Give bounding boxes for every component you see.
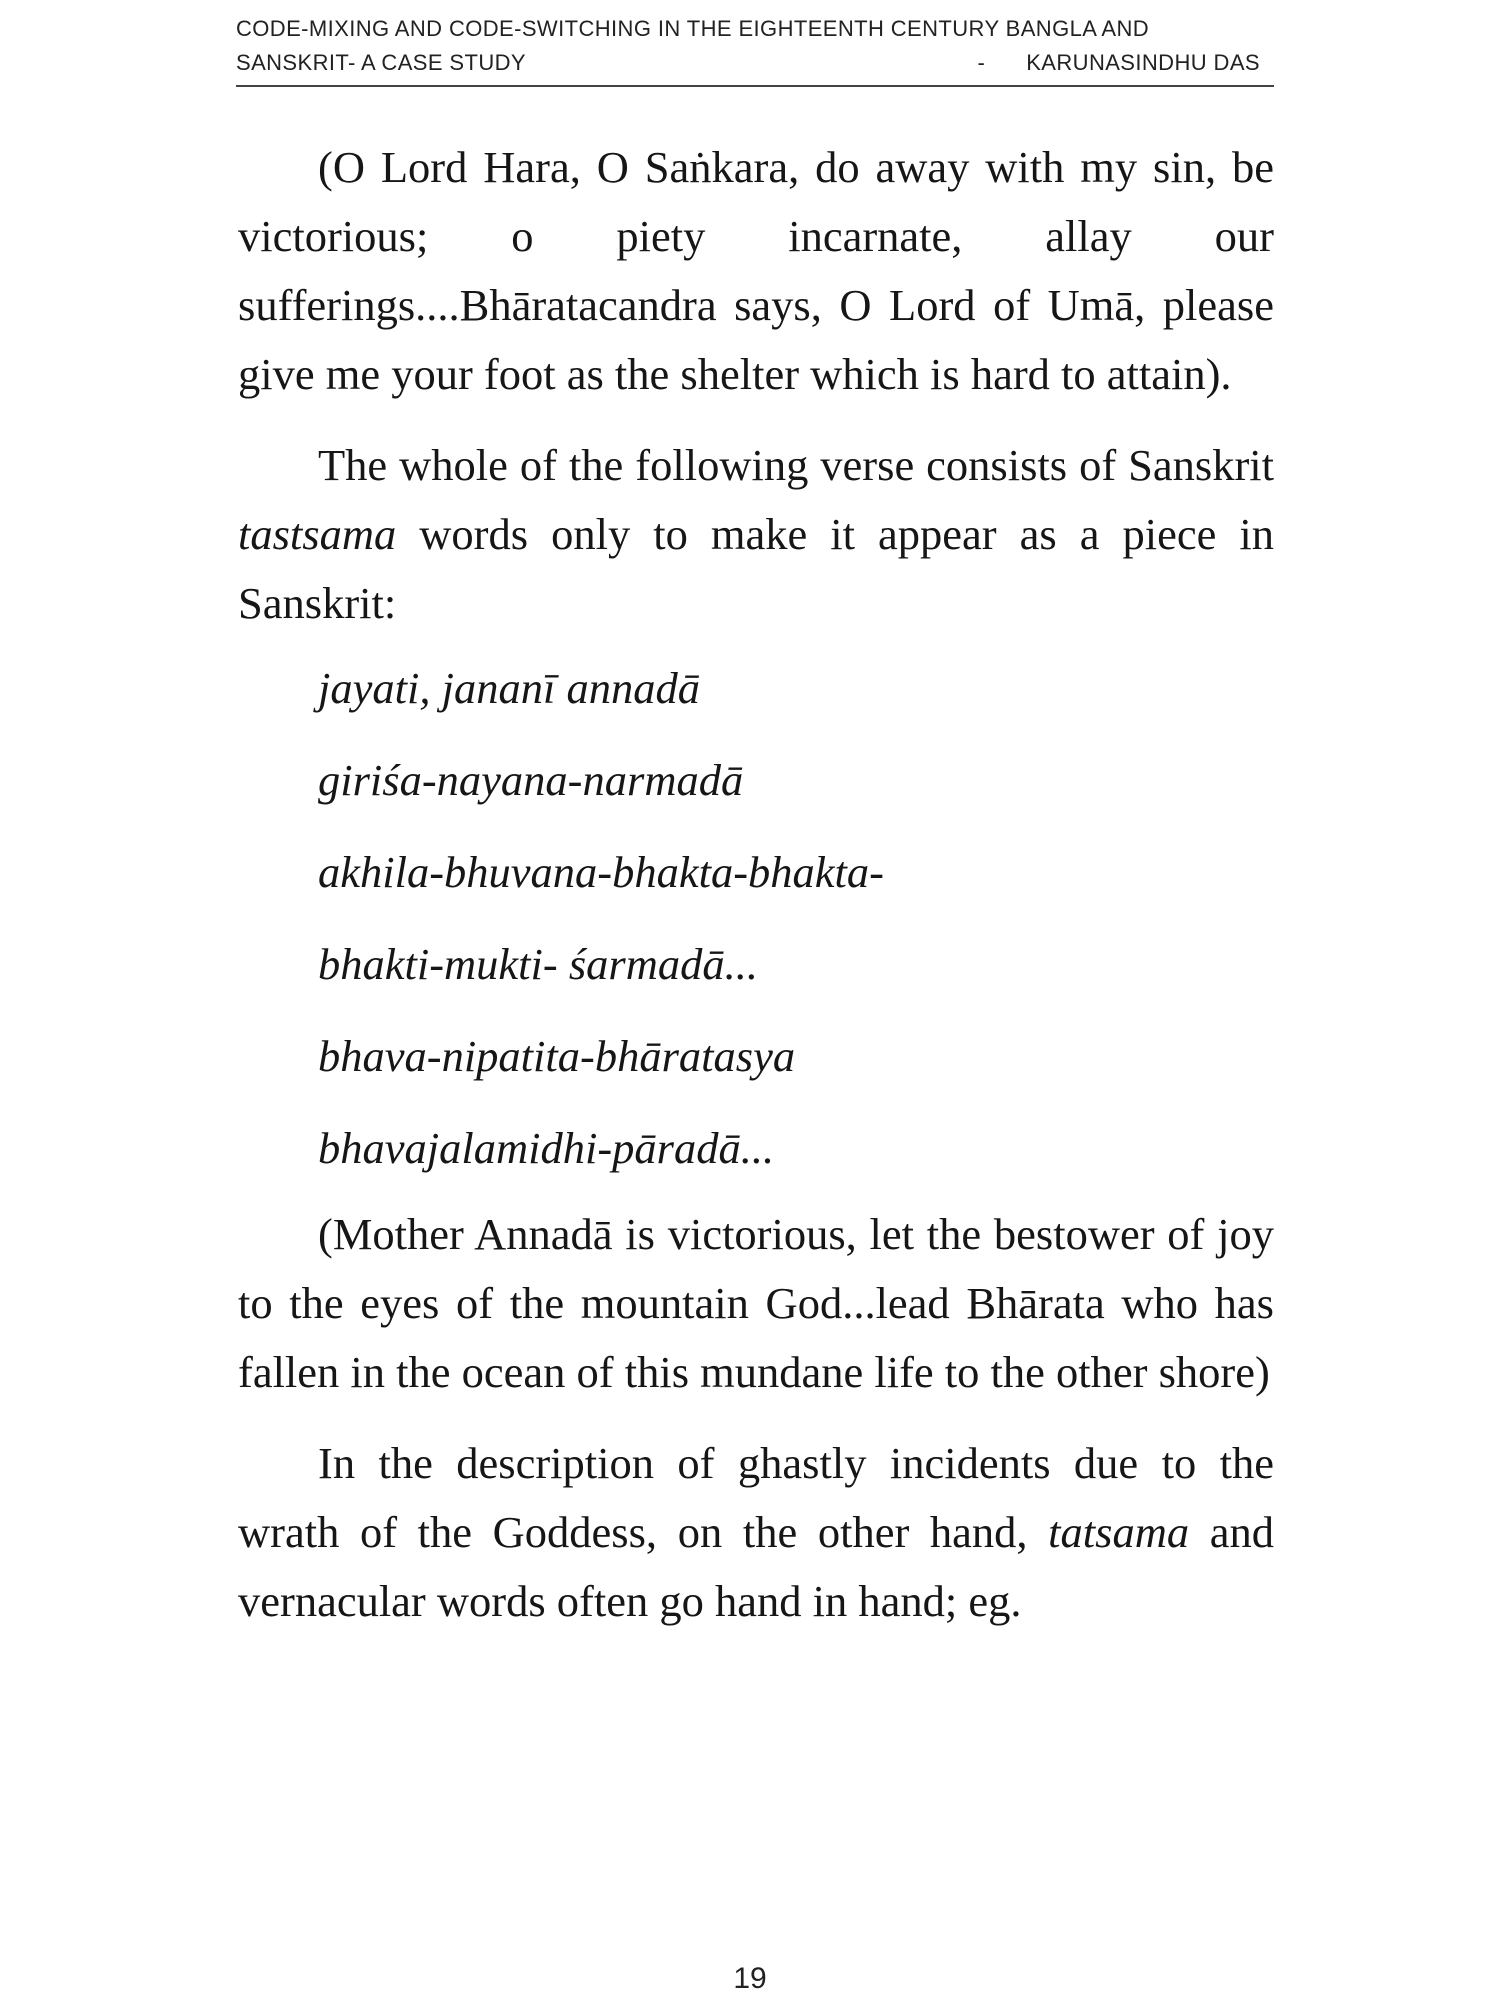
verse-line: giriśa-nayana-narmadā	[318, 755, 744, 805]
header-title-line2: SANSKRIT- A CASE STUDY	[236, 50, 526, 75]
running-header	[236, 12, 1266, 80]
paragraph-ghastly-start: In the description of ghastly incidents due to the wrath of the Goddess, on the other hand,	[238, 1438, 1274, 1557]
header-line-1	[236, 12, 1266, 46]
header-author: KARUNASINDHU DAS	[1026, 50, 1260, 75]
paragraph-translation-1: (O Lord Hara, O Saṅkara, do away with my sin, be victorious; o piety incarnate, allay our sufferings....Bhāratacandra says, O Lord of Umā, please give me your foot as the shelter which is hard to attain).	[238, 142, 1274, 399]
paragraph-translation-2: (Mother Annadā is victorious, let the bestower of joy to the eyes of the mountain God...lead Bhārata who has fallen in the ocean of this mundane life to the other shore)	[238, 1209, 1274, 1397]
header-rule	[236, 85, 1274, 87]
body-text	[238, 133, 1274, 1636]
verse-block	[238, 642, 1274, 1194]
italic-term-tastsama: tastsama	[238, 509, 397, 559]
header-line-2	[236, 46, 1266, 80]
header-title-line1: CODE-MIXING AND CODE-SWITCHING IN THE EIGHTEENTH CENTURY BANGLA AND	[236, 16, 1150, 41]
header-separator: -	[977, 50, 986, 75]
paragraph-ghastly-end: and vernacular words often go hand in hand; eg.	[238, 1507, 1274, 1626]
verse-line: akhila-bhuvana-bhakta-bhakta-	[318, 847, 884, 897]
verse-line: bhava-nipatita-bhāratasya	[318, 1031, 796, 1081]
paragraph-verse-intro-end: words only to make it appear as a piece in Sanskrit:	[238, 509, 1274, 628]
paragraph-verse-intro	[238, 431, 1274, 638]
italic-term-tatsama: tatsama	[1048, 1507, 1190, 1557]
verse-line: bhavajalamidhi-pāradā...	[318, 1123, 775, 1173]
verse-line: bhakti-mukti- śarmadā...	[318, 939, 759, 989]
page-number: 19	[733, 1962, 767, 1995]
verse-line: jayati, jananī annadā	[318, 663, 700, 713]
header-author-group	[977, 46, 1266, 80]
paragraph-verse-intro-start: The whole of the following verse consists of Sanskrit	[318, 440, 1274, 490]
paragraph-ghastly-incidents	[238, 1429, 1274, 1636]
